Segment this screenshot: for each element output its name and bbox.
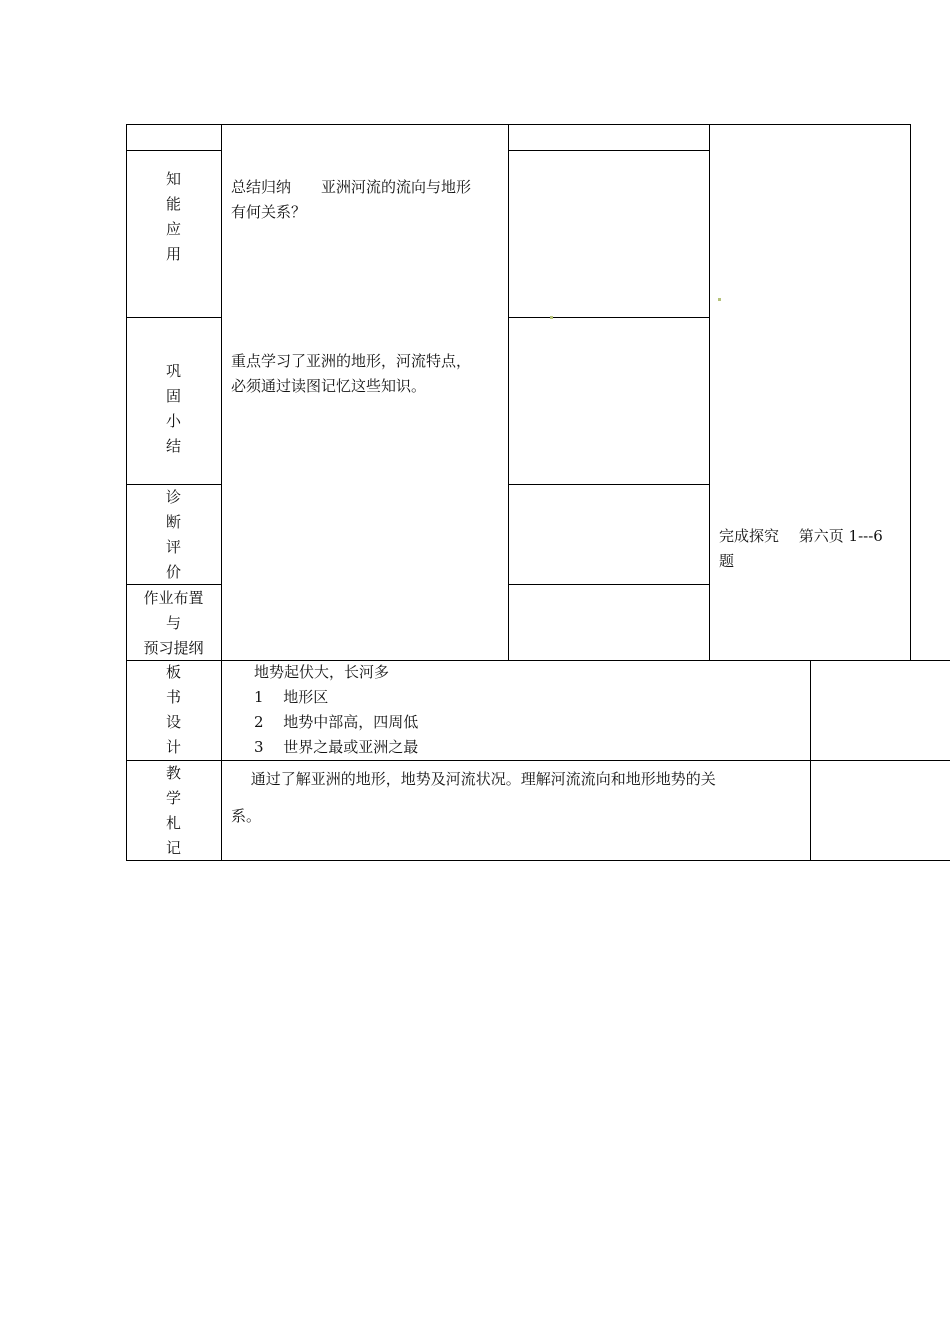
row-divider <box>508 150 709 151</box>
table-border-bottom <box>126 860 950 861</box>
stray-mark <box>718 298 721 301</box>
column-divider <box>709 124 710 660</box>
label-homework: 作业布置 与 预习提纲 <box>143 589 204 657</box>
row-divider <box>126 150 221 151</box>
teaching-notes-content: 通过了解亚洲的地形，地势及河流状况。理解河流流向和地形地势的关 系。 <box>231 770 716 825</box>
stray-mark <box>550 316 553 319</box>
table-border-top <box>126 124 910 125</box>
row-divider <box>508 584 709 585</box>
label-teaching-notes: 教 学 札 记 <box>165 764 181 857</box>
label-knowledge-application: 知 能 应 用 <box>165 170 181 263</box>
label-board-design: 板 书 设 计 <box>165 663 181 756</box>
column-divider <box>508 124 509 660</box>
row-divider <box>508 317 709 318</box>
column-divider <box>910 124 911 660</box>
assignment-note: 完成探究 第六页 1---6 题 <box>719 527 883 570</box>
consolidation-summary-content: 重点学习了亚洲的地形，河流特点， 必须通过读图记忆这些知识。 <box>231 352 472 395</box>
row-divider <box>126 317 221 318</box>
column-divider <box>810 660 811 861</box>
row-divider <box>126 660 950 661</box>
label-diagnostic-evaluation: 诊 断 评 价 <box>165 488 181 581</box>
row-divider <box>508 484 709 485</box>
column-divider <box>221 124 222 861</box>
label-consolidation-summary: 巩 固 小 结 <box>165 362 181 455</box>
board-design-content: 地势起伏大，长河多 1 地形区 2 地势中部高，四周低 3 世界之最或亚洲之最 <box>254 663 419 756</box>
knowledge-application-content: 总结归纳 亚洲河流的流向与地形 有何关系？ <box>231 178 472 221</box>
